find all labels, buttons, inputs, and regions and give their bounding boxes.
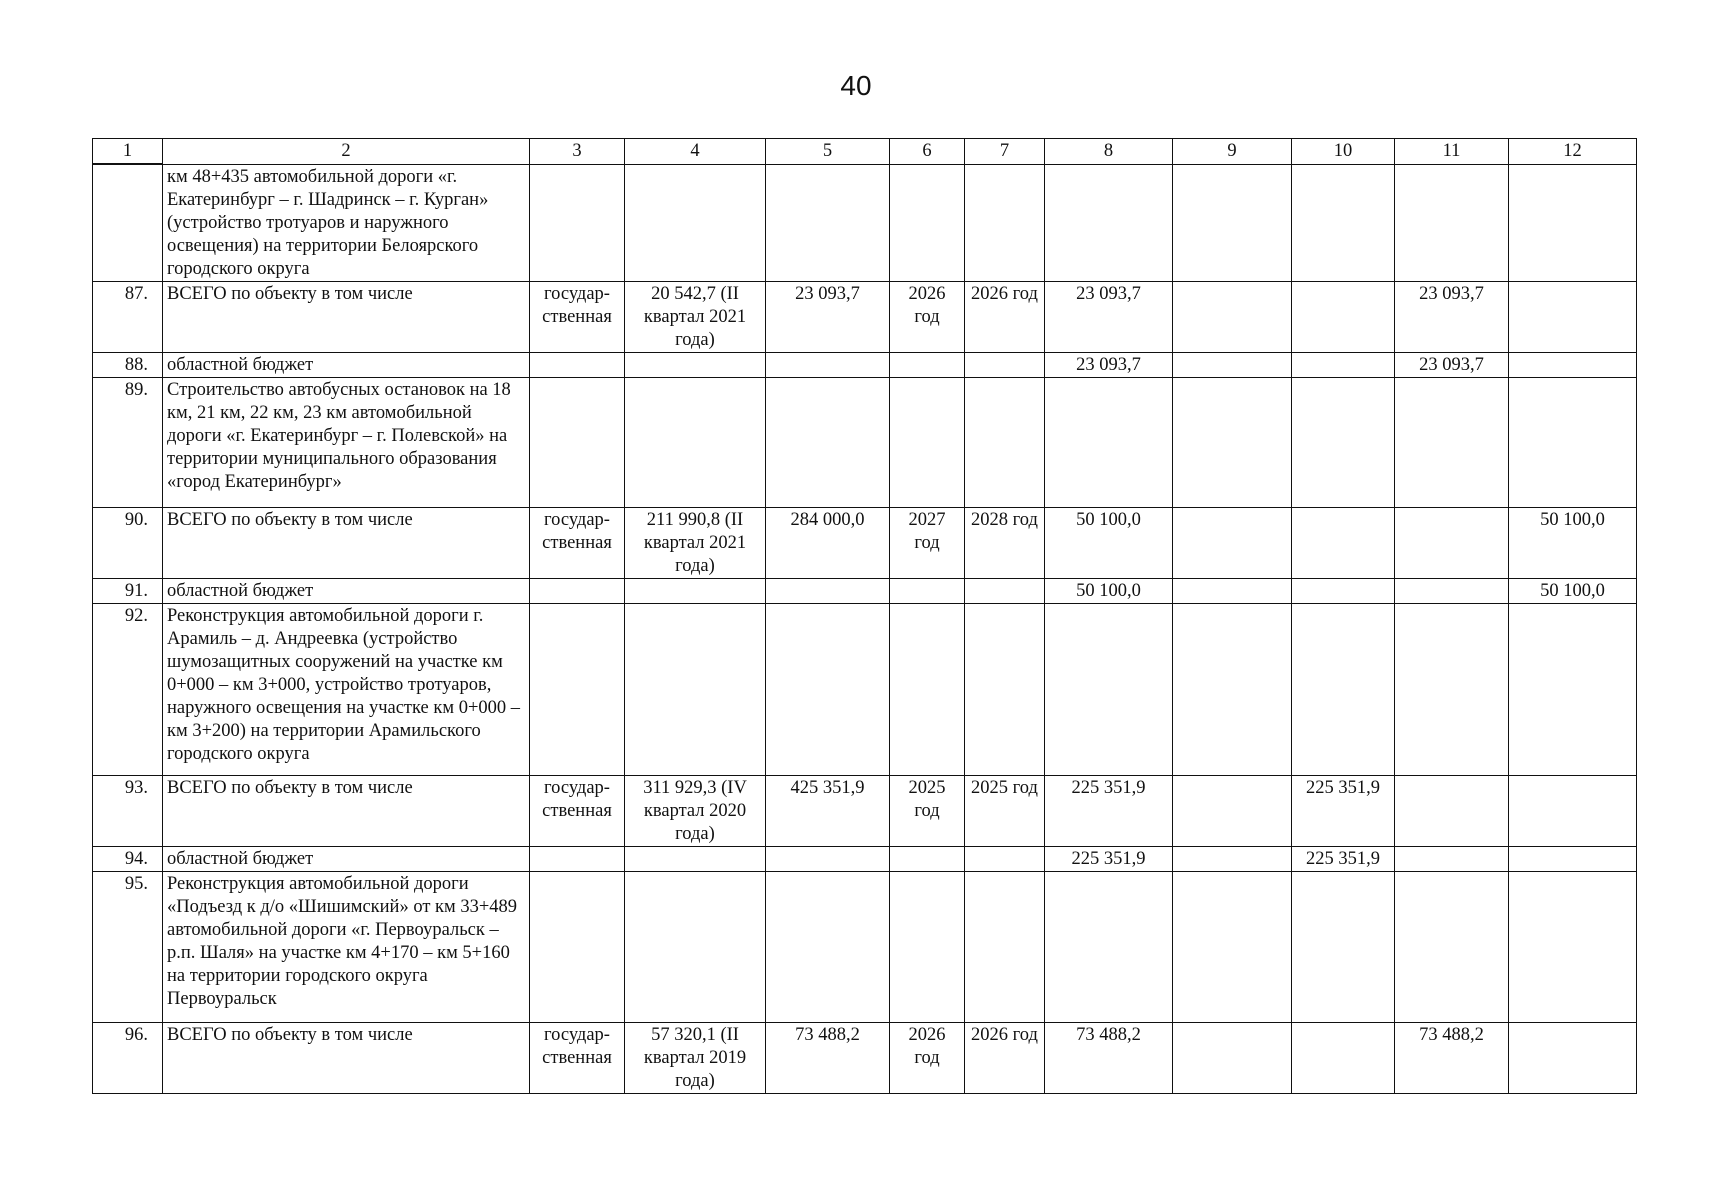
cell-col-11: 73 488,2 bbox=[1395, 1022, 1509, 1093]
table-row bbox=[93, 578, 1637, 603]
cell-col-5 bbox=[766, 377, 890, 507]
cell-col-8: 23 093,7 bbox=[1045, 352, 1173, 377]
cell-col-1: 93. bbox=[93, 775, 163, 846]
cell-col-8 bbox=[1045, 603, 1173, 775]
cell-col-7 bbox=[965, 377, 1045, 507]
column-header: 6 bbox=[890, 139, 965, 165]
cell-col-6 bbox=[890, 871, 965, 1022]
cell-col-1: 89. bbox=[93, 377, 163, 507]
cell-col-7 bbox=[965, 603, 1045, 775]
cell-col-2: областной бюджет bbox=[163, 578, 530, 603]
cell-col-12 bbox=[1509, 775, 1637, 846]
cell-col-12 bbox=[1509, 352, 1637, 377]
cell-col-7 bbox=[965, 352, 1045, 377]
table-row bbox=[93, 352, 1637, 377]
cell-col-2: ВСЕГО по объекту в том числе bbox=[163, 507, 530, 578]
cell-col-3 bbox=[530, 578, 625, 603]
cell-col-5 bbox=[766, 164, 890, 281]
cell-col-10 bbox=[1292, 871, 1395, 1022]
cell-col-10 bbox=[1292, 352, 1395, 377]
cell-col-10: 225 351,9 bbox=[1292, 846, 1395, 871]
cell-col-12 bbox=[1509, 164, 1637, 281]
cell-col-9 bbox=[1173, 871, 1292, 1022]
cell-col-2: областной бюджет bbox=[163, 846, 530, 871]
cell-col-9 bbox=[1173, 507, 1292, 578]
cell-col-8: 225 351,9 bbox=[1045, 846, 1173, 871]
table-row bbox=[93, 281, 1637, 352]
cell-col-9 bbox=[1173, 775, 1292, 846]
column-header: 5 bbox=[766, 139, 890, 165]
cell-col-2: Строительство автобусных остановок на 18 км, 21 км, 22 км, 23 км автомобильной дороги «г. Екатеринбург – г. Полевской» на территории муниципального образования «город Екатеринбург» bbox=[163, 377, 530, 507]
cell-col-2: ВСЕГО по объекту в том числе bbox=[163, 1022, 530, 1093]
cell-col-11: 23 093,7 bbox=[1395, 352, 1509, 377]
cell-col-9 bbox=[1173, 603, 1292, 775]
cell-col-7: 2028 год bbox=[965, 507, 1045, 578]
cell-col-6 bbox=[890, 352, 965, 377]
cell-col-9 bbox=[1173, 1022, 1292, 1093]
cell-col-12 bbox=[1509, 1022, 1637, 1093]
cell-col-8 bbox=[1045, 871, 1173, 1022]
cell-col-6 bbox=[890, 377, 965, 507]
cell-col-1: 91. bbox=[93, 578, 163, 603]
cell-col-4: 20 542,7 (II квартал 2021 года) bbox=[625, 281, 766, 352]
cell-col-8: 50 100,0 bbox=[1045, 578, 1173, 603]
cell-col-10: 225 351,9 bbox=[1292, 775, 1395, 846]
cell-col-11: 23 093,7 bbox=[1395, 281, 1509, 352]
cell-col-1: 87. bbox=[93, 281, 163, 352]
cell-col-6: 2026 год bbox=[890, 1022, 965, 1093]
cell-col-12 bbox=[1509, 846, 1637, 871]
cell-col-1: 95. bbox=[93, 871, 163, 1022]
cell-col-11 bbox=[1395, 871, 1509, 1022]
cell-col-7 bbox=[965, 871, 1045, 1022]
cell-col-7 bbox=[965, 846, 1045, 871]
cell-col-10 bbox=[1292, 603, 1395, 775]
cell-col-7: 2026 год bbox=[965, 1022, 1045, 1093]
column-header: 7 bbox=[965, 139, 1045, 165]
cell-col-9 bbox=[1173, 164, 1292, 281]
cell-col-11 bbox=[1395, 377, 1509, 507]
cell-col-5 bbox=[766, 578, 890, 603]
cell-col-9 bbox=[1173, 352, 1292, 377]
cell-col-10 bbox=[1292, 281, 1395, 352]
cell-col-6 bbox=[890, 603, 965, 775]
cell-col-10 bbox=[1292, 507, 1395, 578]
cell-col-10 bbox=[1292, 1022, 1395, 1093]
cell-col-2: областной бюджет bbox=[163, 352, 530, 377]
cell-col-3: государ-ственная bbox=[530, 1022, 625, 1093]
cell-col-12 bbox=[1509, 871, 1637, 1022]
cell-col-2: км 48+435 автомобильной дороги «г. Екатеринбург – г. Шадринск – г. Курган» (устройство тротуаров и наружного освещения) на территории Белоярского городского округа bbox=[163, 164, 530, 281]
cell-col-7 bbox=[965, 578, 1045, 603]
cell-col-5: 425 351,9 bbox=[766, 775, 890, 846]
cell-col-1: 92. bbox=[93, 603, 163, 775]
cell-col-10 bbox=[1292, 578, 1395, 603]
cell-col-6 bbox=[890, 164, 965, 281]
column-header: 11 bbox=[1395, 139, 1509, 165]
cell-col-11 bbox=[1395, 164, 1509, 281]
column-header: 12 bbox=[1509, 139, 1637, 165]
cell-col-3 bbox=[530, 846, 625, 871]
column-header: 4 bbox=[625, 139, 766, 165]
cell-col-6: 2025 год bbox=[890, 775, 965, 846]
cell-col-10 bbox=[1292, 164, 1395, 281]
cell-col-3 bbox=[530, 377, 625, 507]
cell-col-8 bbox=[1045, 164, 1173, 281]
cell-col-8: 73 488,2 bbox=[1045, 1022, 1173, 1093]
cell-col-2: ВСЕГО по объекту в том числе bbox=[163, 775, 530, 846]
cell-col-3: государ-ственная bbox=[530, 775, 625, 846]
cell-col-8: 50 100,0 bbox=[1045, 507, 1173, 578]
cell-col-8: 225 351,9 bbox=[1045, 775, 1173, 846]
cell-col-8: 23 093,7 bbox=[1045, 281, 1173, 352]
cell-col-4 bbox=[625, 846, 766, 871]
table-row bbox=[93, 377, 1637, 507]
data-table bbox=[92, 138, 1637, 1094]
cell-col-4 bbox=[625, 164, 766, 281]
cell-col-3 bbox=[530, 352, 625, 377]
cell-col-11 bbox=[1395, 846, 1509, 871]
table-row bbox=[93, 507, 1637, 578]
column-header: 3 bbox=[530, 139, 625, 165]
cell-col-3 bbox=[530, 871, 625, 1022]
cell-col-9 bbox=[1173, 578, 1292, 603]
cell-col-11 bbox=[1395, 775, 1509, 846]
cell-col-3 bbox=[530, 164, 625, 281]
cell-col-9 bbox=[1173, 281, 1292, 352]
cell-col-1: 94. bbox=[93, 846, 163, 871]
cell-col-10 bbox=[1292, 377, 1395, 507]
cell-col-8 bbox=[1045, 377, 1173, 507]
cell-col-12 bbox=[1509, 281, 1637, 352]
cell-col-2: Реконструкция автомобильной дороги г. Арамиль – д. Андреевка (устройство шумозащитных сооружений на участке км 0+000 – км 3+000, устройство тротуаров, наружного освещения на участке км 0+000 – км 3+200) на территории Арамильского городского округа bbox=[163, 603, 530, 775]
cell-col-4 bbox=[625, 377, 766, 507]
cell-col-5: 23 093,7 bbox=[766, 281, 890, 352]
cell-col-12: 50 100,0 bbox=[1509, 578, 1637, 603]
cell-col-5 bbox=[766, 352, 890, 377]
cell-col-6 bbox=[890, 846, 965, 871]
cell-col-3 bbox=[530, 603, 625, 775]
cell-col-7 bbox=[965, 164, 1045, 281]
cell-col-12 bbox=[1509, 603, 1637, 775]
cell-col-11 bbox=[1395, 603, 1509, 775]
table-row bbox=[93, 164, 1637, 281]
cell-col-2: ВСЕГО по объекту в том числе bbox=[163, 281, 530, 352]
cell-col-5: 73 488,2 bbox=[766, 1022, 890, 1093]
cell-col-5 bbox=[766, 603, 890, 775]
cell-col-4 bbox=[625, 352, 766, 377]
cell-col-3: государ-ственная bbox=[530, 281, 625, 352]
table-row bbox=[93, 603, 1637, 775]
cell-col-5 bbox=[766, 846, 890, 871]
cell-col-1: 88. bbox=[93, 352, 163, 377]
cell-col-1: 96. bbox=[93, 1022, 163, 1093]
column-numbers-row bbox=[93, 139, 1637, 165]
cell-col-7: 2025 год bbox=[965, 775, 1045, 846]
cell-col-11 bbox=[1395, 507, 1509, 578]
cell-col-2: Реконструкция автомобильной дороги «Подъезд к д/о «Шишимский» от км 33+489 автомобильной дороги «г. Первоуральск – р.п. Шаля» на участке км 4+170 – км 5+160 на территории городского округа Первоуральск bbox=[163, 871, 530, 1022]
table-body bbox=[93, 164, 1637, 1093]
cell-col-4: 211 990,8 (II квартал 2021 года) bbox=[625, 507, 766, 578]
cell-col-1 bbox=[93, 164, 163, 281]
cell-col-3: государ-ственная bbox=[530, 507, 625, 578]
cell-col-6 bbox=[890, 578, 965, 603]
table-row bbox=[93, 871, 1637, 1022]
cell-col-12: 50 100,0 bbox=[1509, 507, 1637, 578]
cell-col-12 bbox=[1509, 377, 1637, 507]
cell-col-5 bbox=[766, 871, 890, 1022]
table-row bbox=[93, 846, 1637, 871]
column-header: 9 bbox=[1173, 139, 1292, 165]
cell-col-6: 2027 год bbox=[890, 507, 965, 578]
cell-col-1: 90. bbox=[93, 507, 163, 578]
cell-col-4 bbox=[625, 871, 766, 1022]
column-header: 1 bbox=[93, 139, 163, 165]
cell-col-9 bbox=[1173, 377, 1292, 507]
page-number: 40 bbox=[840, 70, 872, 101]
column-header: 10 bbox=[1292, 139, 1395, 165]
column-header: 8 bbox=[1045, 139, 1173, 165]
cell-col-5: 284 000,0 bbox=[766, 507, 890, 578]
cell-col-6: 2026 год bbox=[890, 281, 965, 352]
cell-col-9 bbox=[1173, 846, 1292, 871]
cell-col-4 bbox=[625, 578, 766, 603]
cell-col-11 bbox=[1395, 578, 1509, 603]
cell-col-7: 2026 год bbox=[965, 281, 1045, 352]
cell-col-4: 57 320,1 (II квартал 2019 года) bbox=[625, 1022, 766, 1093]
table-row bbox=[93, 775, 1637, 846]
cell-col-4 bbox=[625, 603, 766, 775]
table-row bbox=[93, 1022, 1637, 1093]
cell-col-4: 311 929,3 (IV квартал 2020 года) bbox=[625, 775, 766, 846]
column-header: 2 bbox=[163, 139, 530, 165]
